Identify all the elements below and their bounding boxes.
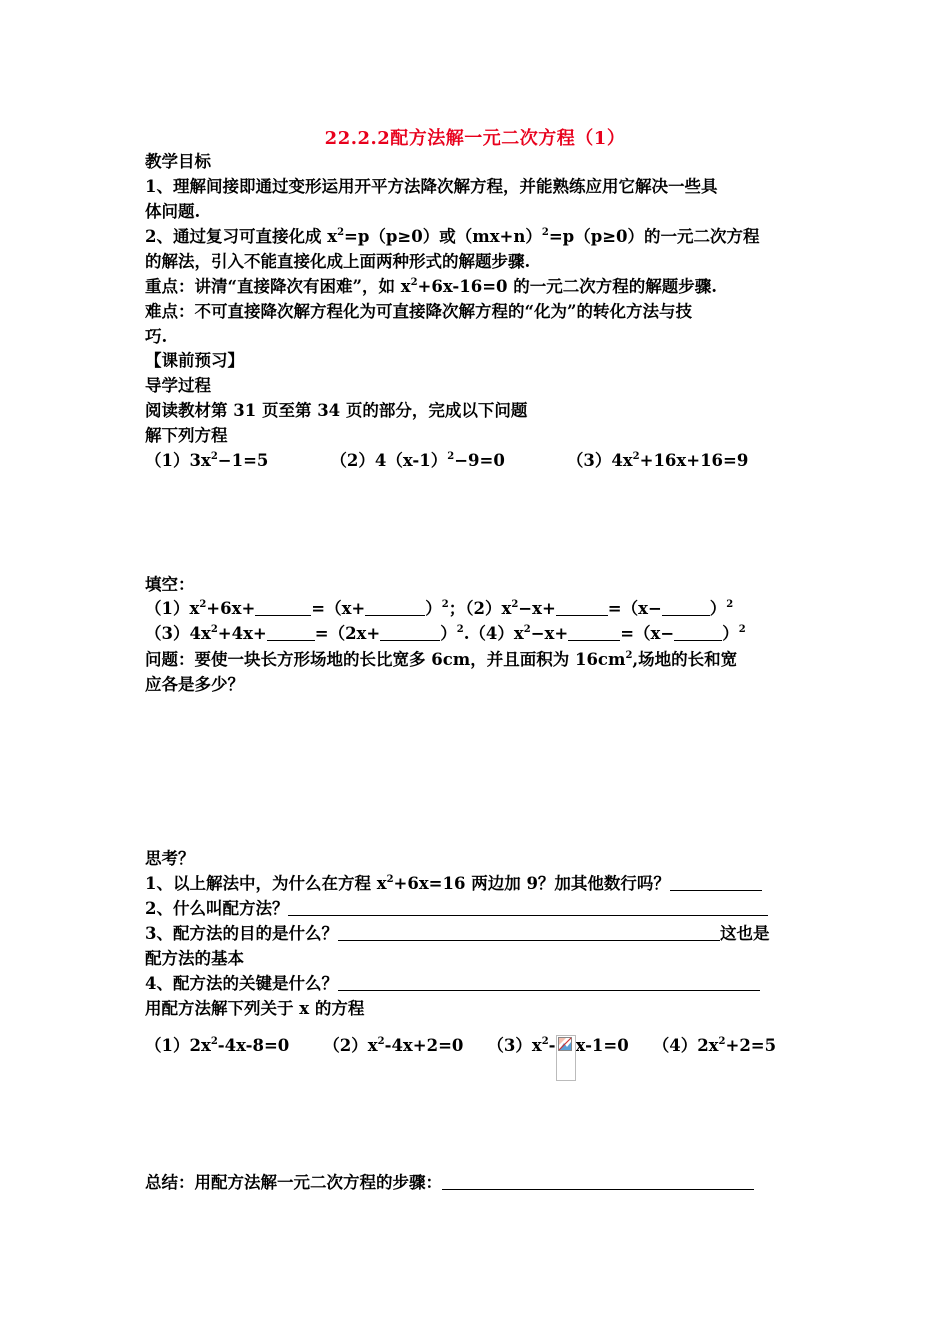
text: 这也是: [719, 924, 770, 943]
summary-line: [145, 1171, 754, 1195]
exponent: 2: [456, 624, 464, 635]
text: −x+: [518, 599, 556, 618]
answer-blank[interactable]: [674, 624, 722, 641]
exponent: 2: [632, 451, 640, 462]
text: ；（2）x: [448, 599, 512, 618]
equation-2: [330, 451, 504, 470]
think-question-2: [145, 897, 768, 921]
exponent: 2: [541, 227, 549, 238]
text: .（4）x: [463, 624, 524, 643]
answer-blank[interactable]: [556, 599, 608, 616]
text: （1）x: [145, 599, 200, 618]
text: -4x-8=0: [217, 1036, 290, 1055]
exponent: 2: [337, 227, 345, 238]
text: 2、什么叫配方法？: [145, 899, 289, 918]
exponent: 2: [210, 624, 218, 635]
think-question-3-cont: 配方法的基本: [145, 949, 244, 968]
solve2-heading: 用配方法解下列关于 x 的方程: [145, 999, 365, 1018]
fill-heading: 填空：: [145, 575, 195, 594]
text: =p（p≥0）的一元二次方程: [548, 227, 760, 246]
answer-blank[interactable]: [442, 1173, 754, 1190]
think-question-3: [145, 922, 769, 946]
answer-blank[interactable]: [255, 599, 311, 616]
equation-3: [567, 451, 749, 470]
text: 4、配方法的关键是什么？: [145, 974, 338, 993]
exponent: 2: [377, 1036, 385, 1047]
text: +16x+16=9: [639, 451, 749, 470]
exponent: 2: [523, 624, 531, 635]
problem-line-1: [145, 648, 737, 672]
text: ,场地的长和宽: [632, 650, 738, 669]
text: =p（p≥0）或（mx+n）: [344, 227, 542, 246]
exponent: 2: [210, 1036, 218, 1047]
text: ）: [440, 624, 457, 643]
text: ）: [425, 599, 442, 618]
key-point: [145, 275, 717, 299]
text: +6x+: [206, 599, 256, 618]
text: −1=5: [217, 451, 269, 470]
difficulty-line-1: 难点：不可直接降次解方程化为可直接降次解方程的“化为”的转化方法与技: [145, 302, 692, 321]
text: +6x-16=0 的一元二次方程的解题步骤.: [417, 277, 718, 296]
exponent: 2: [718, 1036, 726, 1047]
objective-1-line-1: 1、理解间接即通过变形运用开平方法降次解方程，并能熟练应用它解决一些具: [145, 177, 718, 196]
equation-1: [145, 451, 268, 470]
exponent: 2: [199, 599, 207, 610]
fill-row-1: [145, 597, 733, 621]
solve-heading: 解下列方程: [145, 426, 228, 445]
text: +4x+: [217, 624, 267, 643]
text: =（x−: [607, 599, 662, 618]
difficulty-line-2: 巧.: [145, 327, 168, 346]
exponent: 2: [447, 451, 455, 462]
text: （2）x: [323, 1036, 378, 1055]
broken-image-icon: [558, 1037, 572, 1051]
text: （4）2x: [652, 1036, 719, 1055]
text: （1）2x: [145, 1036, 211, 1055]
text: （3）x: [487, 1036, 542, 1055]
text: +6x=16 两边加 9？加其他数行吗？: [393, 874, 670, 893]
equation-row-2: [145, 1034, 776, 1081]
exponent: 2: [738, 624, 746, 635]
text: 3、配方法的目的是什么？: [145, 924, 338, 943]
answer-blank[interactable]: [288, 899, 768, 916]
preview-heading: 【课前预习】: [145, 351, 244, 370]
text: 重点：讲清“直接降次有困难”，如 x: [145, 277, 411, 296]
objective-2-line-1: [145, 225, 760, 249]
answer-blank[interactable]: [338, 924, 720, 941]
text: （2）4（x-1）: [330, 451, 448, 470]
answer-blank[interactable]: [365, 599, 425, 616]
text: （3）4x: [566, 451, 633, 470]
answer-blank[interactable]: [380, 624, 440, 641]
equation-q3: [487, 1036, 628, 1055]
broken-image-placeholder: [556, 1035, 576, 1081]
think-question-1: [145, 872, 762, 896]
text: （3）4x: [145, 624, 211, 643]
exponent: 2: [441, 599, 449, 610]
text: =（x+: [311, 599, 366, 618]
exponent: 2: [625, 650, 633, 661]
answer-blank[interactable]: [338, 974, 760, 991]
exponent: 2: [386, 874, 394, 885]
think-heading: 思考？: [145, 849, 195, 868]
answer-blank[interactable]: [568, 624, 620, 641]
text: -4x+2=0: [384, 1036, 464, 1055]
page-title: 22.2.2配方法解一元二次方程（1）: [324, 128, 626, 149]
answer-blank[interactable]: [670, 874, 762, 891]
text: x-1=0: [575, 1036, 629, 1055]
equation-q4: [653, 1036, 776, 1055]
text: −x+: [530, 624, 569, 643]
exponent: 2: [541, 1036, 549, 1047]
text: 1、以上解法中，为什么在方程 x: [145, 874, 387, 893]
exponent: 2: [511, 599, 519, 610]
text: 问题：要使一块长方形场地的长比宽多 6cm，并且面积为 16cm: [145, 650, 626, 669]
exponent: 2: [726, 599, 734, 610]
text: -: [548, 1036, 556, 1055]
text: 总结：用配方法解一元二次方程的步骤：: [145, 1173, 442, 1192]
guide-heading: 导学过程: [145, 376, 211, 395]
exponent: 2: [410, 277, 418, 288]
text: ）: [722, 624, 739, 643]
text: −9=0: [454, 451, 505, 470]
text: =（x−: [620, 624, 675, 643]
equation-row-1: [145, 449, 748, 473]
equation-q1: [145, 1036, 289, 1055]
think-question-4: [145, 972, 760, 996]
text: （1）3x: [145, 451, 211, 470]
answer-blank[interactable]: [267, 624, 315, 641]
answer-blank[interactable]: [662, 599, 710, 616]
exponent: 2: [210, 451, 218, 462]
objectives-heading: 教学目标: [145, 152, 211, 171]
fill-row-2: [145, 622, 746, 646]
objective-2-line-2: 的解法，引入不能直接化成上面两种形式的解题步骤.: [145, 252, 531, 271]
objective-1-line-2: 体问题.: [145, 202, 201, 221]
text: 2、通过复习可直接化成 x: [145, 227, 338, 246]
equation-q2: [323, 1036, 463, 1055]
reading-instruction: 阅读教材第 31 页至第 34 页的部分，完成以下问题: [145, 401, 528, 420]
text: +2=5: [725, 1036, 777, 1055]
text: =（2x+: [314, 624, 381, 643]
problem-line-2: 应各是多少？: [145, 675, 244, 694]
text: ）: [709, 599, 727, 618]
